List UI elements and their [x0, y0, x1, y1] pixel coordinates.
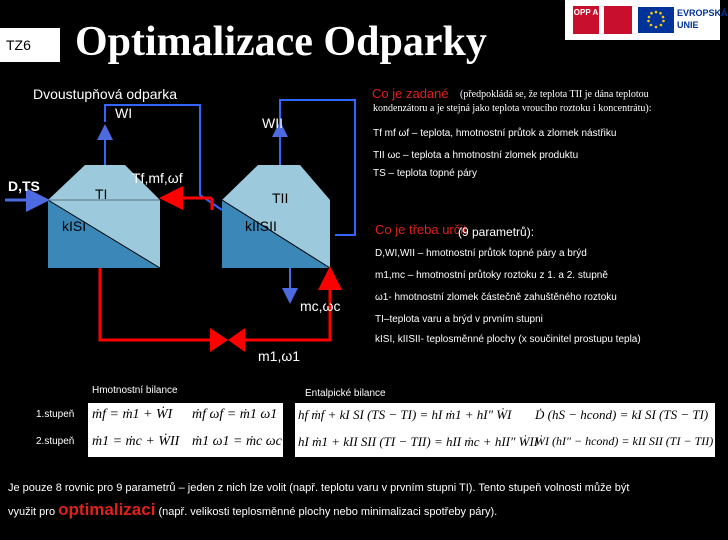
- footer-line-2-prefix: využit pro: [8, 506, 56, 518]
- unknown-item-5: kISI, kIISII- teplosměnné plochy (x součinitel prostupu tepla): [375, 334, 641, 345]
- label-T1: TI: [95, 186, 108, 202]
- page-title: Optimalizace Odparky: [75, 19, 487, 65]
- given-item-3: TS – teplota topné páry: [373, 168, 477, 179]
- slide-tag: TZ6: [0, 28, 60, 62]
- footer-line-1: Je pouze 8 rovnic pro 9 parametrů – jeden z nich lze volit (např. teplotu varu v prvním stupni TI). Tento stupeň volnosti může být: [8, 482, 630, 494]
- label-k1S1: kISI: [62, 218, 87, 234]
- eu-label-line2: UNIE: [677, 20, 699, 30]
- label-T2: TII: [272, 190, 289, 206]
- mass-balance-label: Hmotnostní bilance: [92, 385, 178, 396]
- evaporator-stage-2: [222, 165, 330, 268]
- label-k2S2: kIISII: [245, 218, 277, 234]
- footer-highlight: optimalizaci: [58, 500, 156, 519]
- enthalpy-balance-label: Entalpické bilance: [305, 388, 386, 399]
- stage-1-label: 1.stupeň: [36, 409, 75, 420]
- eq-enthalpy-2b: ẆI (hI″ − hcond) = kII SII (TI − TII): [535, 434, 714, 448]
- unknown-item-1: D,WI,WII – hmotnostní průtok topné páry a brýd: [375, 248, 587, 259]
- footer-line-2: [8, 499, 708, 523]
- given-item-2: TII ωc – teplota a hmotnostní zlomek produktu: [373, 150, 579, 161]
- label-transfer: m1,ω1: [258, 348, 301, 364]
- label-W2: WII: [262, 115, 283, 131]
- label-feed: Tf,mf,ωf: [132, 170, 183, 186]
- eq-mass-2b: ṁ1 ω1 = ṁc ωc: [192, 434, 282, 449]
- transfer-stream: [100, 268, 210, 340]
- eq-mass-2a: ṁ1 = ṁc + ẆII: [92, 434, 180, 449]
- footer-line-2-suffix: (např. velikosti teplosměnné plochy nebo minimalizaci spotřeby páry).: [158, 506, 498, 518]
- eq-enthalpy-2a: hI ṁ1 + kII SII (TI − TII) = hII ṁc + hII″ ẆII: [298, 434, 539, 449]
- given-item-1: Tf mf ωf – teplota, hmotnostní průtok a zlomek nástřiku: [373, 128, 617, 139]
- unknown-heading: Co je třeba určit: [375, 222, 467, 237]
- unknown-item-4: TI–teplota varu a brýd v prvním stupni: [375, 314, 543, 325]
- unknown-item-2: m1,mc – hmotnostní průtoky roztoku z 1. a 2. stupně: [375, 270, 608, 281]
- eu-label-line1: EVROPSKÁ: [677, 8, 728, 18]
- label-product: mc,ωc: [300, 298, 341, 314]
- given-note-line1: (předpokládá se, že teplota TII je dána teplotou: [460, 89, 649, 100]
- eq-mass-1b: ṁf ωf = ṁ1 ω1: [192, 407, 278, 422]
- stage-2-label: 2.stupeň: [36, 436, 75, 447]
- opp-logo: OPP A: [573, 6, 599, 34]
- label-steam-input: D,TS: [8, 178, 40, 194]
- valve-icon: [210, 328, 245, 352]
- unknown-count: (9 parametrů):: [458, 225, 535, 239]
- eq-enthalpy-1b: Ḋ (hS − hcond) = kI SI (TS − TI): [535, 407, 709, 422]
- footer-text: [8, 478, 708, 523]
- subtitle: Dvoustupňová odparka: [33, 86, 177, 102]
- unknown-item-3: ω1- hmotnostní zlomek částečně zahuštěného roztoku: [375, 292, 617, 303]
- eq-mass-1a: ṁf = ṁ1 + ẆI: [92, 407, 173, 422]
- label-W1: WI: [115, 105, 133, 121]
- given-note-line2: kondenzátoru a je stejná jako teplota vroucího roztoku i koncentrátu):: [373, 103, 652, 114]
- given-heading: Co je zadané: [372, 86, 449, 101]
- eq-enthalpy-1a: hf ṁf + kI SI (TS − TI) = hI ṁ1 + hI″ ẆI: [298, 407, 512, 422]
